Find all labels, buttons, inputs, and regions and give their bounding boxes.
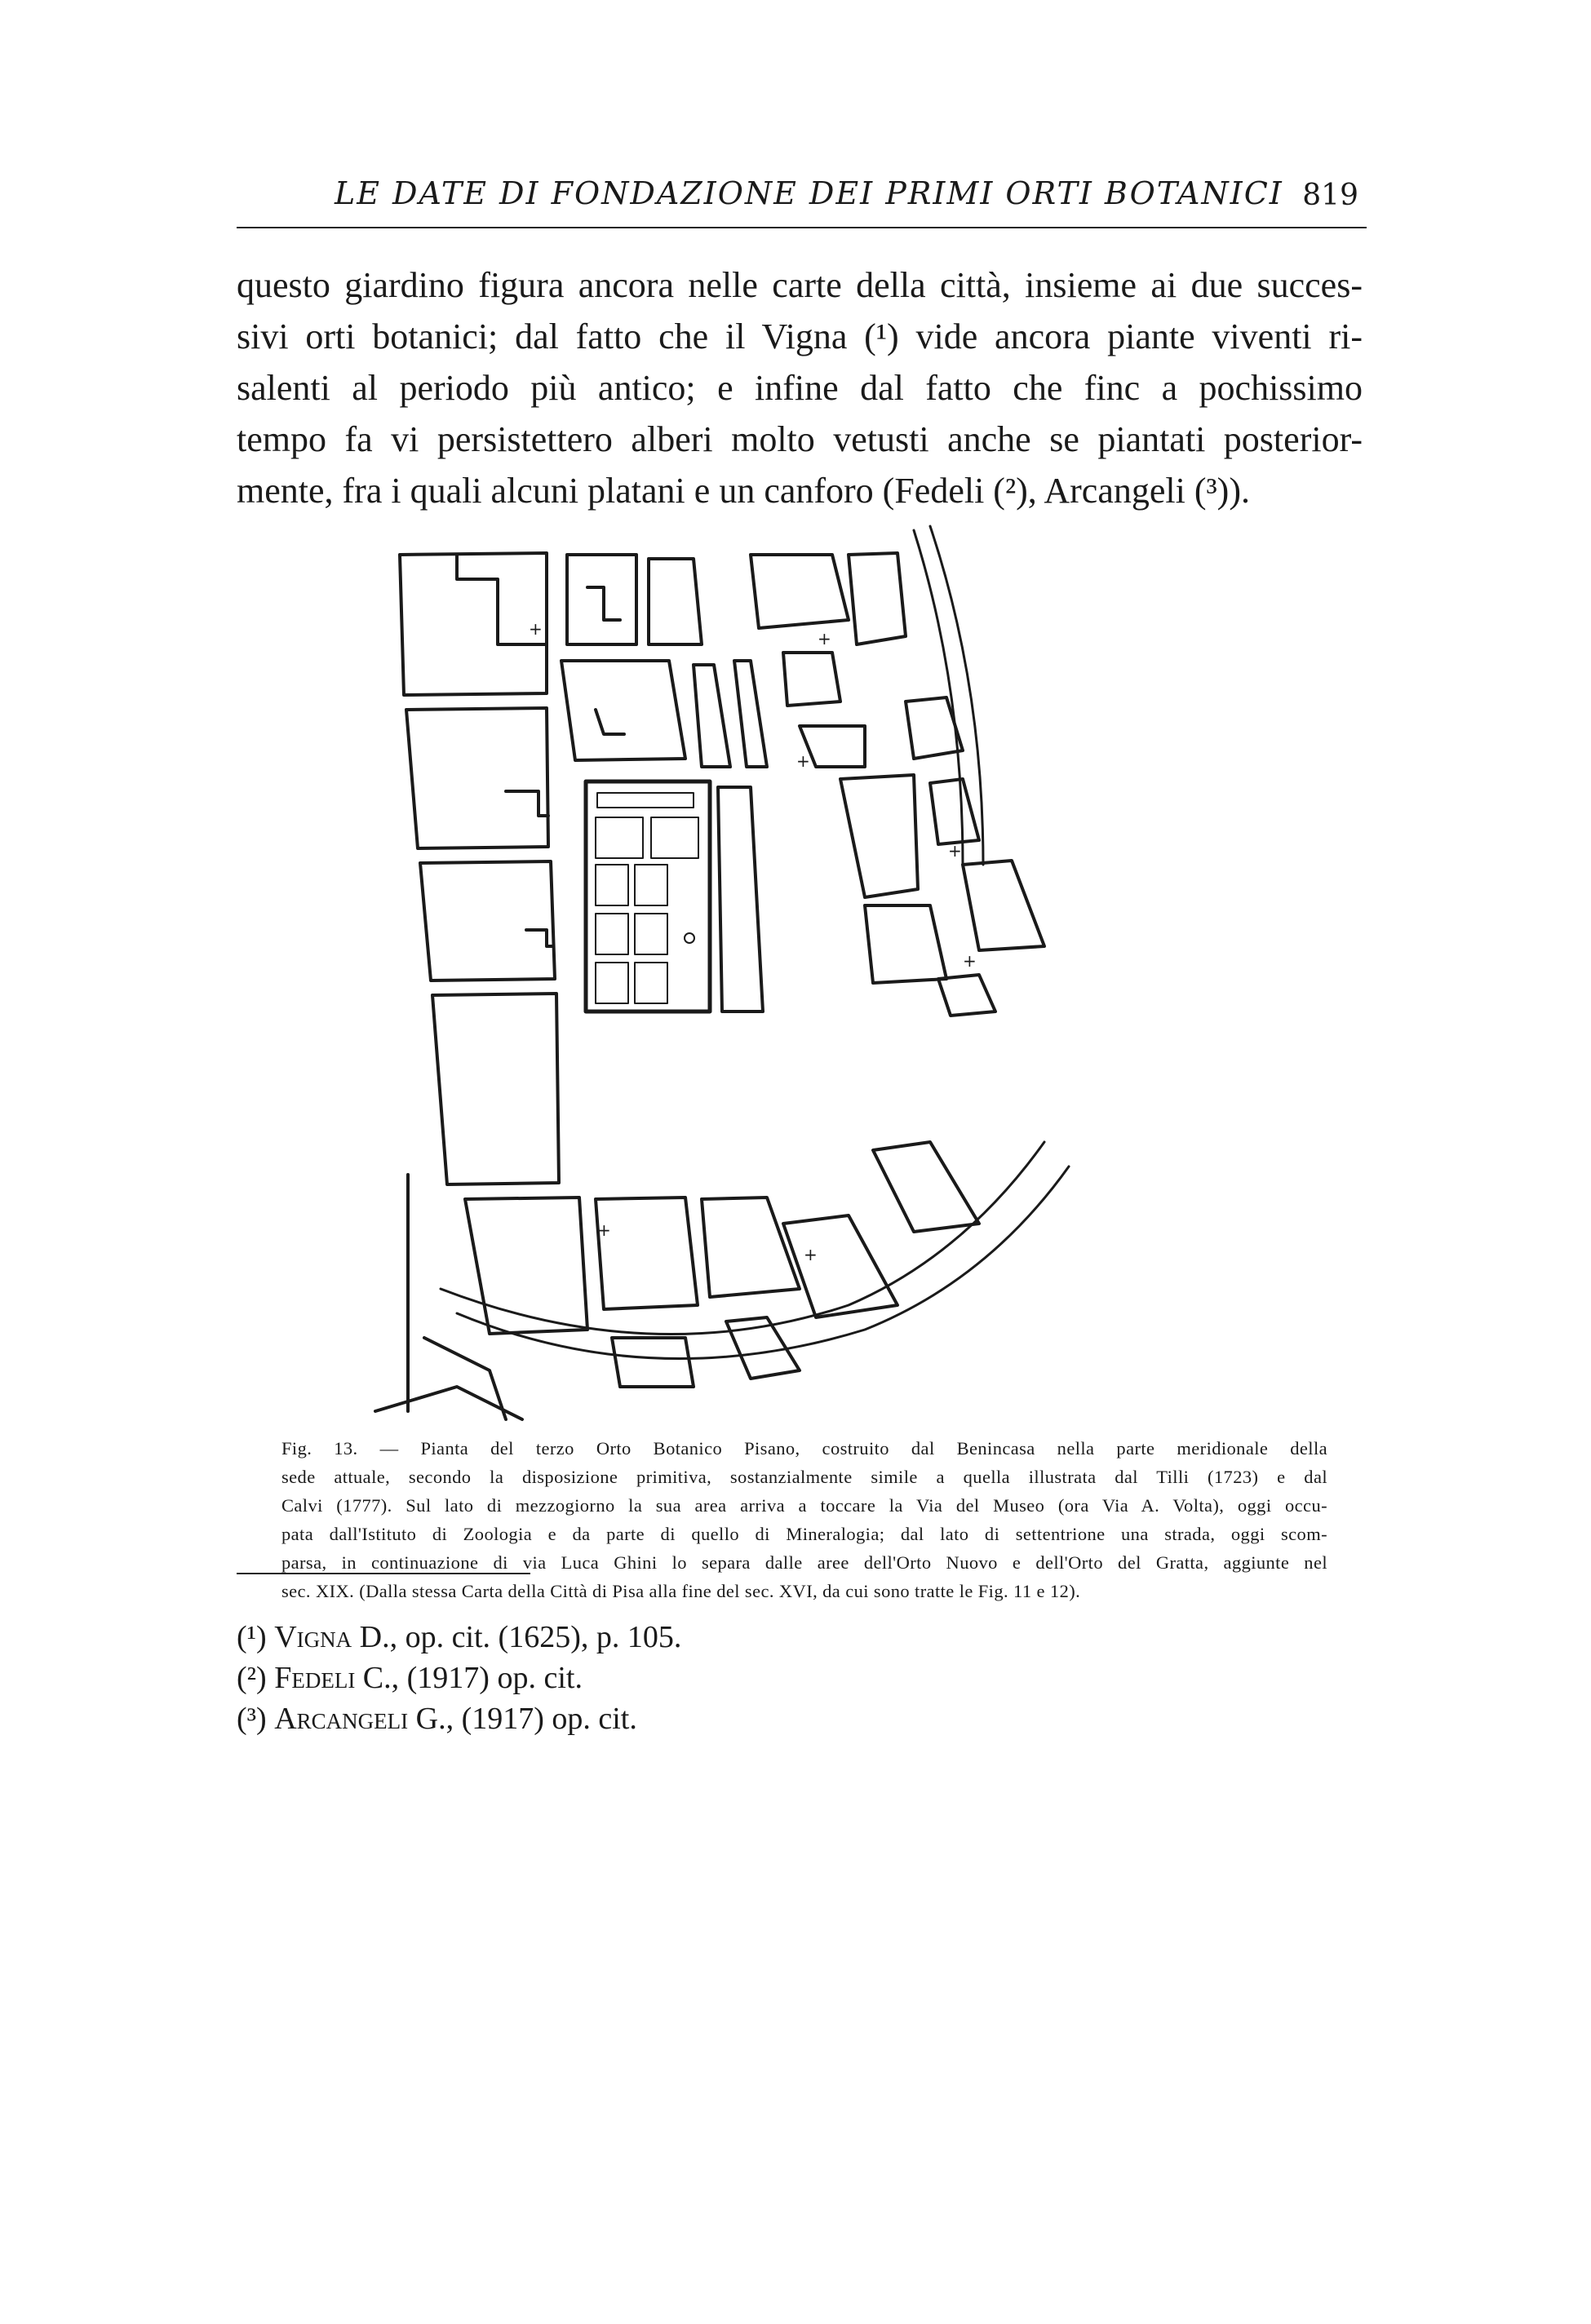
header-rule (237, 227, 1367, 228)
footnote (237, 1617, 681, 1658)
map-cross-symbol: + (818, 629, 831, 649)
page-number: 819 (1302, 179, 1358, 212)
footnote-mark: (¹) (237, 1620, 267, 1654)
body-line: questo giardino figura ancora nelle carte della città, insieme ai due succes- (237, 265, 1363, 305)
street-lines (441, 526, 1069, 1359)
body-line: tempo fa vi persistettero alberi molto vetusti anche se piantati posterior- (237, 419, 1363, 459)
caption-line: pata dall'Istituto di Zoologia e da parte di quello di Mineralogia; dal lato di settentrione una strada, oggi scom- (281, 1524, 1327, 1544)
map-cross-symbol: + (796, 751, 810, 771)
caption-line: sede attuale, secondo la disposizione primitiva, sostanzialmente simile a quella illustrata dal Tilli (1723) e dal (281, 1467, 1327, 1487)
body-line: sivi orti botanici; dal fatto che il Vigna (¹) vide ancora piante viventi ri- (237, 317, 1363, 356)
footnote (237, 1658, 681, 1698)
figure-caption (281, 1434, 1327, 1605)
map-cross-symbol: + (948, 841, 962, 861)
map-cross-symbol: + (597, 1220, 611, 1240)
western-plots (400, 553, 559, 1184)
footnote-rule (237, 1573, 530, 1574)
page-header (237, 175, 1367, 224)
body-paragraph (237, 259, 1363, 516)
footnote-mark: (²) (237, 1661, 267, 1695)
body-line: mente, fra i quali alcuni platani e un canforo (Fedeli (²), Arcangeli (³)). (237, 471, 1250, 511)
botanical-garden (586, 781, 763, 1011)
footnote-author: Vigna D. (274, 1620, 390, 1654)
map-cross-symbol: + (529, 619, 543, 639)
footnote-ref: , (1917) op. cit. (445, 1702, 637, 1736)
footnote-author: Fedeli C. (274, 1661, 392, 1695)
caption-line: sec. XIX. (Dalla stessa Carta della Città di Pisa alla fine del sec. XVI, da cui sono tratte le Fig. 11 e 12). (281, 1581, 1081, 1601)
footnote-ref: , (1917) op. cit. (391, 1661, 583, 1695)
map-cross-symbol: + (963, 951, 977, 971)
footnote-author: Arcangeli G. (274, 1702, 446, 1736)
caption-line: Calvi (1777). Sul lato di mezzogiorno la sua area arriva a toccare la Via del Museo (ora Via A. Volta), oggi occu- (281, 1495, 1327, 1516)
footnote-ref: , op. cit. (1625), p. 105. (389, 1620, 682, 1654)
caption-line: parsa, in continuazione di via Luca Ghini lo separa dalle aree dell'Orto Nuovo e dell'Orto del Gratta, aggiunte nel (281, 1552, 1327, 1573)
footnote-mark: (³) (237, 1702, 267, 1736)
eastern-blocks (751, 553, 1044, 1016)
running-title: LE DATE DI FONDAZIONE DEI PRIMI ORTI BOTANICI (335, 175, 1283, 211)
footnote (237, 1698, 681, 1739)
body-line: salenti al periodo più antico; e infine dal fatto che finc a pochissimo (237, 368, 1363, 408)
city-map-figure (343, 522, 1256, 1428)
central-west-blocks (561, 555, 767, 767)
map-cross-symbol: + (804, 1245, 818, 1264)
footnotes (237, 1617, 681, 1739)
caption-line: Fig. 13. — Pianta del terzo Orto Botanico Pisano, costruito dal Benincasa nella parte meridionale della (281, 1438, 1327, 1459)
